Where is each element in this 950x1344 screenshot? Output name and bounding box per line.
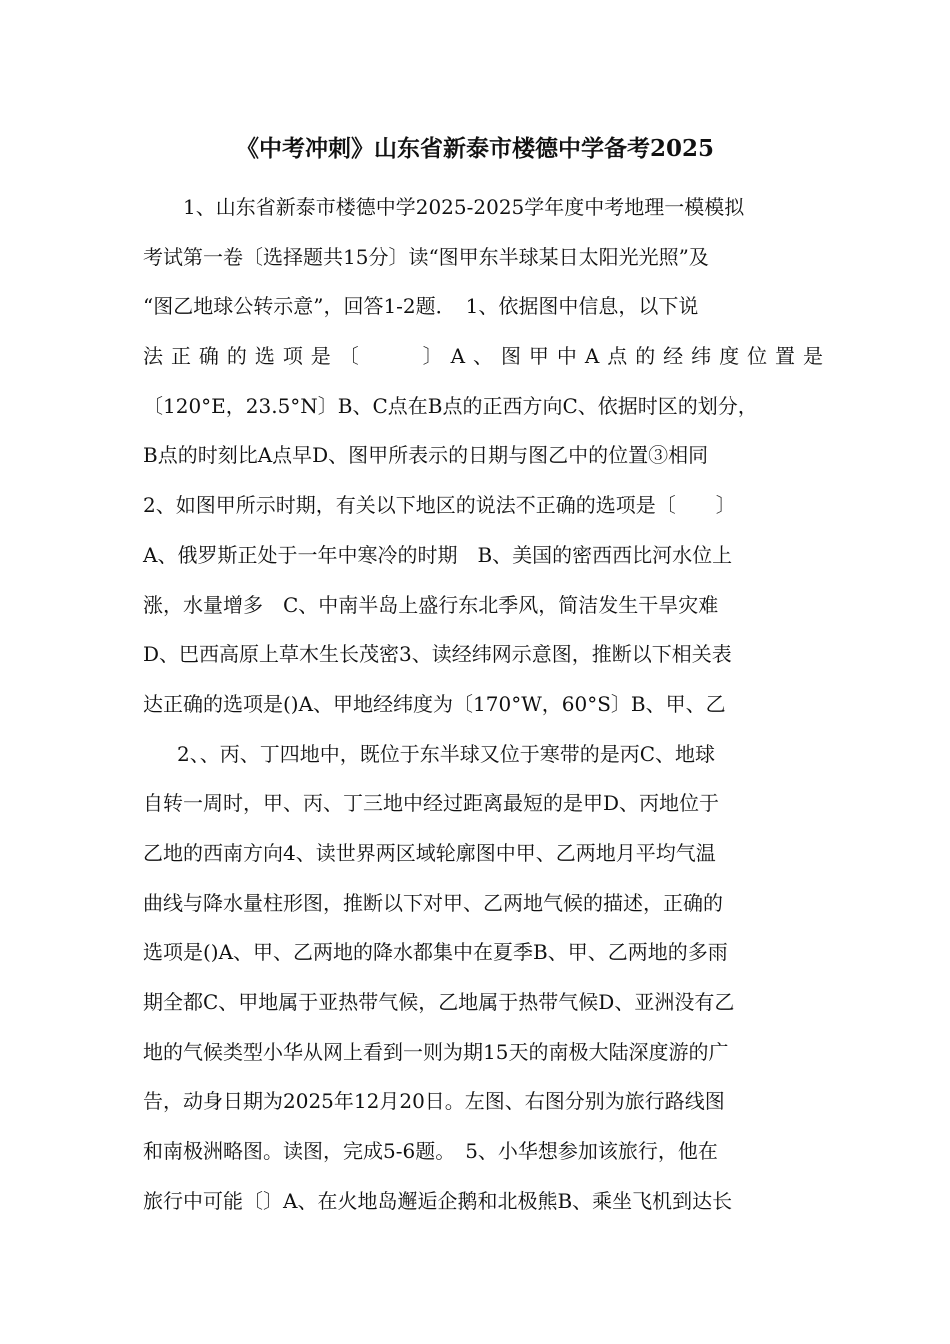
text-line: 旅行中可能〔〕A、在火地岛邂逅企鹅和北极熊B、乘坐飞机到达长 xyxy=(143,1188,733,1213)
text-line: 涨，水量增多 C、中南半岛上盛行东北季风，简洁发生干旱灾难 xyxy=(143,592,719,617)
text-line: 自转一周时，甲、丙、丁三地中经过距离最短的是甲D、丙地位于 xyxy=(143,791,720,816)
text-line: B点的时刻比A点早D、图甲所表示的日期与图乙中的位置③相同 xyxy=(143,443,709,468)
text-line: 地的气候类型小华从网上看到一则为期15天的南极大陆深度游的广 xyxy=(143,1039,729,1064)
text-line: 选项是()A、甲、乙两地的降水都集中在夏季B、甲、乙两地的多雨 xyxy=(143,940,728,965)
text-line: 2、、丙、丁四地中，既位于东半球又位于寒带的是丙C、地球 xyxy=(177,741,716,766)
text-line: 1、山东省新泰市楼德中学2025-2025学年度中考地理一模模拟 xyxy=(183,195,745,219)
text-line: 曲线与降水量柱形图，推断以下对甲、乙两地气候的描述，正确的 xyxy=(143,890,723,915)
text-line: D、巴西高原上草木生长茂密3、读经纬网示意图，推断以下相关表 xyxy=(143,642,732,667)
text-line: A、俄罗斯正处于一年中寒冷的时期 B、美国的密西西比河水位上 xyxy=(143,542,733,567)
document-title: 《中考冲刺》山东省新泰市楼德中学备考2025 xyxy=(235,135,714,162)
text-line: 法正确的选项是〔 〕A、图甲中A点的经纬度位置是 xyxy=(143,344,823,369)
text-line: 告，动身日期为2025年12月20日。左图、右图分别为旅行路线图 xyxy=(143,1089,725,1114)
text-line: 和南极洲略图。读图，完成5-6题。 5、小华想参加该旅行，他在 xyxy=(143,1139,718,1164)
text-line: 考试第一卷〔选择题共15分〕读“图甲东半球某日太阳光光照”及 xyxy=(143,244,709,269)
text-line: 〔120°E，23.5°N〕B、C点在B点的正西方向C、依据时区的划分， xyxy=(143,393,758,418)
text-line: 期全都C、甲地属于亚热带气候，乙地属于热带气候D、亚洲没有乙 xyxy=(143,990,735,1014)
text-line: 乙地的西南方向4、读世界两区域轮廓图中甲、乙两地月平均气温 xyxy=(143,840,716,865)
document-body xyxy=(143,183,823,1226)
text-line: 2、如图甲所示时期，有关以下地区的说法不正确的选项是〔 〕 xyxy=(143,493,736,518)
text-line: 达正确的选项是()A、甲地经纬度为〔170°W，60°S〕B、甲、乙 xyxy=(143,691,726,716)
text-line: “图乙地球公转示意”，回答1-2题． 1、依据图中信息，以下说 xyxy=(143,294,699,319)
